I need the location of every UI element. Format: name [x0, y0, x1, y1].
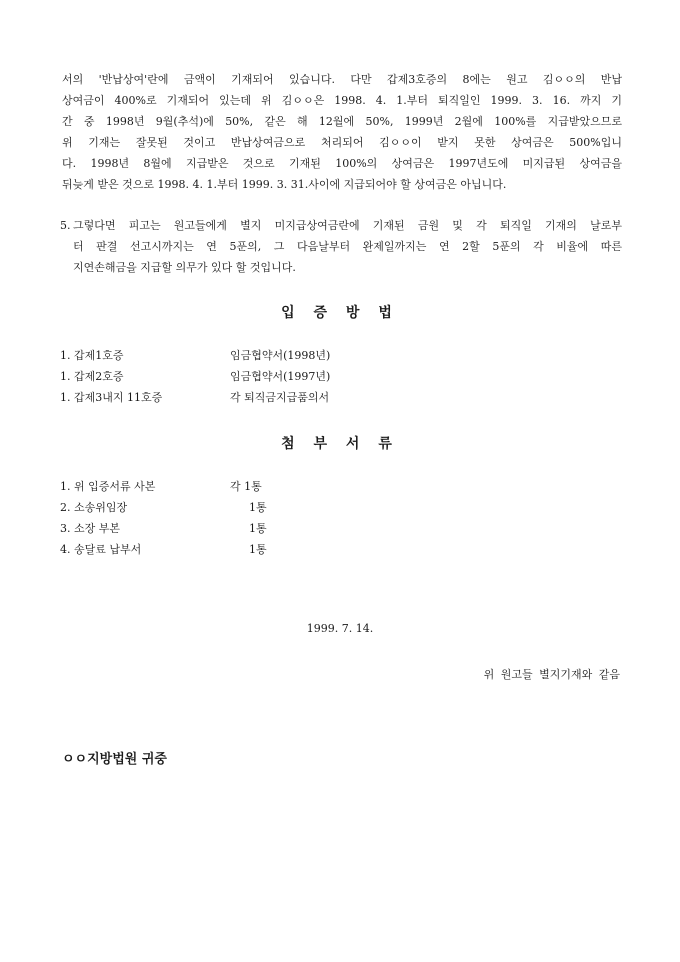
- paragraph-line: 상여금이 400%로 기재되어 있는데 위 김ㅇㅇ은 1998. 4. 1.부터 퇴직일인 1999. 3. 16. 까지 기: [62, 94, 622, 107]
- evidence-label: 1. 갑제1호증: [60, 349, 124, 362]
- evidence-value: 임금협약서(1997년): [230, 370, 331, 383]
- court-addressee: ㅇㅇ지방법원 귀중: [62, 752, 167, 767]
- attachment-label: 2. 소송위임장: [60, 501, 128, 514]
- evidence-value: 각 퇴직금지급품의서: [230, 391, 330, 404]
- attachments-heading: 첨 부 서 류: [281, 436, 399, 452]
- attachment-count: 1통: [249, 501, 267, 514]
- attachment-count: 각 1통: [230, 480, 262, 493]
- document-date: 1999. 7. 14.: [306, 622, 374, 635]
- paragraph-line: 뒤늦게 받은 것으로 1998. 4. 1.부터 1999. 3. 31.사이에 지급되어야 할 상여금은 아닙니다.: [62, 178, 507, 191]
- attachment-count: 1통: [249, 522, 267, 535]
- evidence-label: 1. 갑제2호증: [60, 370, 124, 383]
- paragraph-line: 다. 1998년 8월에 지급받은 것으로 기재된 100%의 상여금은 1997년도에 미지급된 상여금을: [62, 157, 622, 170]
- paragraph-line: 터 판결 선고시까지는 연 5푼의, 그 다음날부터 완제일까지는 연 2할 5푼의 각 비율에 따른: [73, 240, 622, 253]
- attachment-label: 1. 위 입증서류 사본: [60, 480, 156, 493]
- plaintiffs-signature-line: 위 원고들 별지기재와 같음: [483, 668, 620, 681]
- paragraph-line: 위 기재는 잘못된 것이고 반납상여금으로 처리되어 김ㅇㅇ이 받지 못한 상여금은 500%입니: [62, 136, 622, 149]
- paragraph-line: 서의 '반납상여'란에 금액이 기재되어 있습니다. 다만 갑제3호증의 8에는 원고 김ㅇㅇ의 반납: [62, 73, 622, 86]
- evidence-heading: 입 증 방 법: [281, 305, 399, 321]
- attachment-count: 1통: [249, 543, 267, 556]
- continuation-paragraph: [62, 69, 622, 195]
- attachment-label: 4. 송달료 납부서: [60, 543, 142, 556]
- evidence-value: 임금협약서(1998년): [230, 349, 331, 362]
- paragraph-line: 지연손해금을 지급할 의무가 있다 할 것입니다.: [73, 261, 296, 274]
- paragraph-number: 5.: [60, 219, 71, 232]
- paragraph-body: [73, 215, 622, 278]
- paragraph-line: 그렇다면 피고는 원고들에게 별지 미지급상여금란에 기재된 금원 및 각 퇴직일 기재의 날로부: [73, 219, 622, 232]
- attachment-label: 3. 소장 부본: [60, 522, 120, 535]
- evidence-label: 1. 갑제3내지 11호증: [60, 391, 163, 404]
- paragraph-line: 간 중 1998년 9월(추석)에 50%, 같은 해 12월에 50%, 1999년 2월에 100%를 지급받았으므로: [62, 115, 622, 128]
